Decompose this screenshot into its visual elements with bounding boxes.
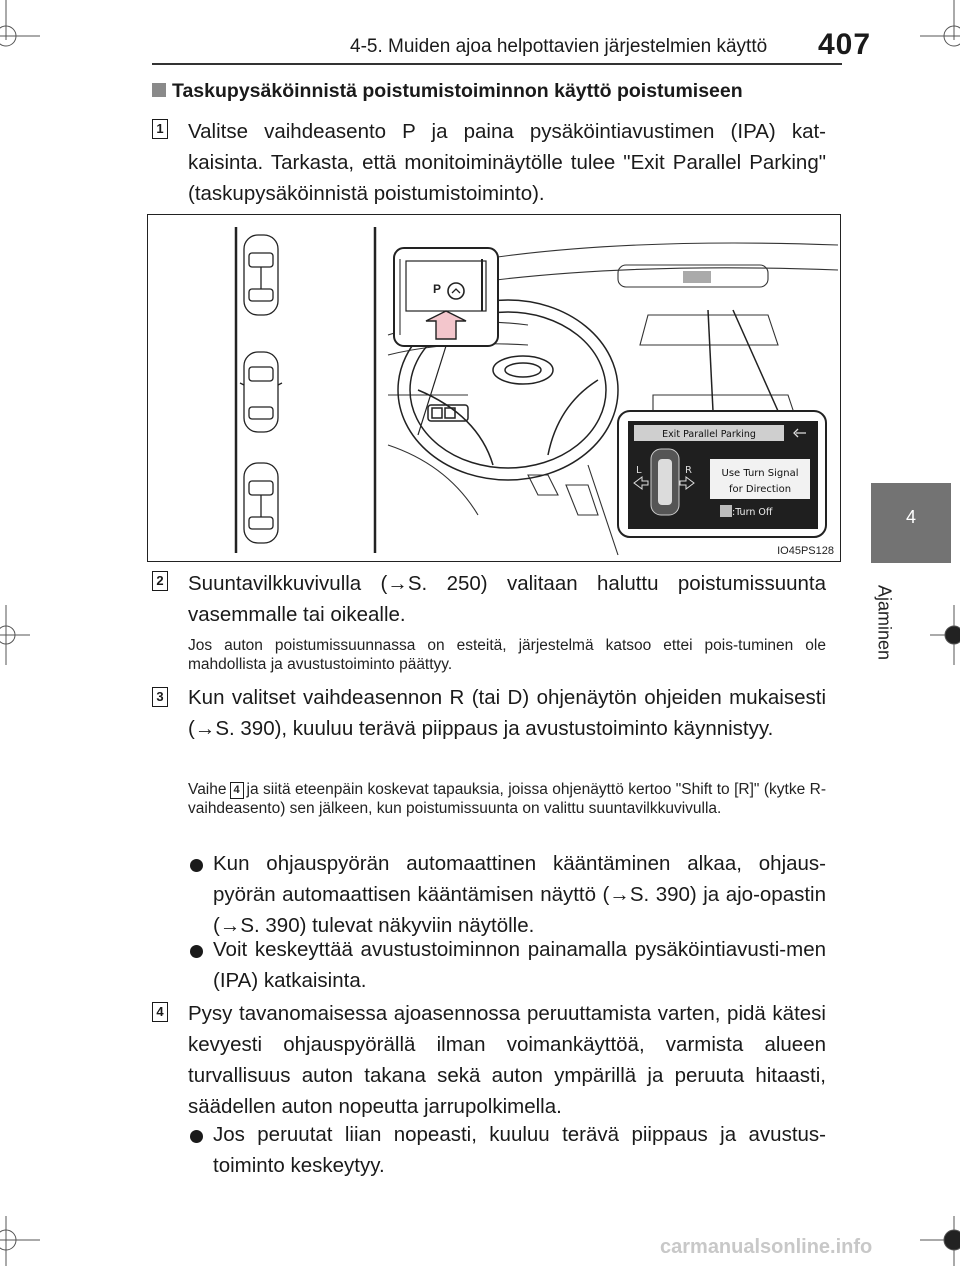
step-3-bullet-2: Voit keskeyttää avustustoiminnon painamalla pysäköintiavusti-men (IPA) katkaisinta. bbox=[213, 938, 826, 992]
inline-step-ref: 4 bbox=[230, 782, 244, 799]
chapter-tab bbox=[871, 483, 951, 563]
bullet-dot-icon bbox=[190, 945, 203, 958]
screen-guide-line-1: Use Turn Signal bbox=[721, 468, 799, 479]
step-number-3: 3 bbox=[152, 687, 168, 707]
step-2-text: Suuntavilkkuvivulla (→S. 250) valitaan haluttu poistumissuunta vasemmalle tai oikealle. bbox=[188, 572, 826, 626]
note-prefix: Vaihe bbox=[188, 781, 227, 798]
chapter-title-vertical bbox=[868, 580, 900, 670]
step-number-2: 2 bbox=[152, 571, 168, 591]
step-number-1: 1 bbox=[152, 119, 168, 139]
own-car-icon bbox=[240, 352, 282, 432]
chapter-title: Ajaminen bbox=[874, 584, 895, 661]
step-3-note bbox=[188, 780, 826, 818]
header-rule bbox=[152, 63, 842, 65]
heading-square-icon bbox=[152, 83, 166, 97]
multi-info-display-callout bbox=[618, 411, 826, 537]
chapter-number: 4 bbox=[905, 507, 916, 527]
parked-car-rear-icon bbox=[244, 463, 278, 543]
parked-car-front-icon bbox=[244, 235, 278, 315]
step-1-text: Valitse vaihdeasento P ja paina pysäköintiavustimen (IPA) kat-kaisinta. Tarkasta, että monitoiminäytölle tulee "Exit Parallel Parking" (taskupysäköinnistä poistumistoiminto). bbox=[188, 120, 826, 205]
crop-mark-mid-left bbox=[0, 605, 30, 665]
parking-lane-diagram bbox=[236, 227, 375, 553]
step-3-bullet-1: Kun ohjauspyörän automaattinen kääntäminen alkaa, ohjaus-pyörän automaattisen kääntämisen näyttö (→S. 390) ja ajo-opastin (→S. 390) tulevat näkyviin näytölle. bbox=[213, 852, 826, 937]
running-header-section: 4-5. Muiden ajoa helpottavien järjestelmien käyttö bbox=[350, 36, 768, 57]
crop-mark-bottom-right bbox=[920, 1216, 960, 1266]
crop-mark-mid-right bbox=[930, 605, 960, 665]
note-suffix: ja siitä eteenpäin koskevat tapauksia, joissa ohjenäyttö kertoo "Shift to [R]" (kytke R-vaihdeasento) sen jälkeen, kun poistumissuunta on valittu suuntavilkkuvivulla. bbox=[188, 781, 826, 817]
watermark: carmanualsonline.info bbox=[660, 1236, 873, 1258]
crop-mark-top-left bbox=[0, 0, 40, 60]
bullet-dot-icon bbox=[190, 1130, 203, 1143]
step-2-note: Jos auton poistumissuunnassa on esteitä, järjestelmä katsoo ettei pois-tuminen ole mahdollista ja avustustoiminto päättyy. bbox=[188, 637, 826, 673]
screen-title: Exit Parallel Parking bbox=[662, 429, 756, 440]
bullet-dot-icon bbox=[190, 859, 203, 872]
ipa-switch-callout bbox=[394, 248, 498, 435]
page-number: 407 bbox=[818, 28, 872, 61]
section-heading bbox=[152, 80, 743, 103]
screen-guide-line-2: for Direction bbox=[728, 484, 792, 495]
screen-left-label: L bbox=[636, 465, 642, 476]
dashboard-illustration bbox=[148, 215, 840, 561]
section-heading-text: Taskupysäköinnistä poistumistoiminnon käyttö poistumiseen bbox=[172, 80, 743, 102]
step-number-4: 4 bbox=[152, 1002, 168, 1022]
ipa-switch-label: P bbox=[433, 282, 442, 296]
screen-right-label: R bbox=[685, 465, 692, 476]
step-4-bullet-1: Jos peruutat liian nopeasti, kuuluu terävä piippaus ja avustus-toiminto keskeytyy. bbox=[213, 1123, 826, 1177]
screen-turn-off: :Turn Off bbox=[732, 507, 773, 518]
figure-code: IO45PS128 bbox=[777, 545, 834, 557]
crop-mark-top-right bbox=[920, 0, 960, 60]
step-4-text: Pysy tavanomaisessa ajoasennossa peruuttamista varten, pidä kätesi kevyesti ohjauspyörällä ilman voimankäyttöä, varmista alueen turvallisuus auton takana sekä auton ympärillä ja peruuta hitaasti, säädellen auton nopeutta jarrupolkimella. bbox=[188, 1002, 826, 1118]
crop-mark-bottom-left bbox=[0, 1216, 40, 1266]
step-3-text: Kun valitset vaihdeasennon R (tai D) ohjenäytön ohjeiden mukaisesti (→S. 390), kuuluu terävä piippaus ja avustustoiminto käynnistyy. bbox=[188, 686, 826, 740]
illustration-figure bbox=[147, 214, 841, 562]
